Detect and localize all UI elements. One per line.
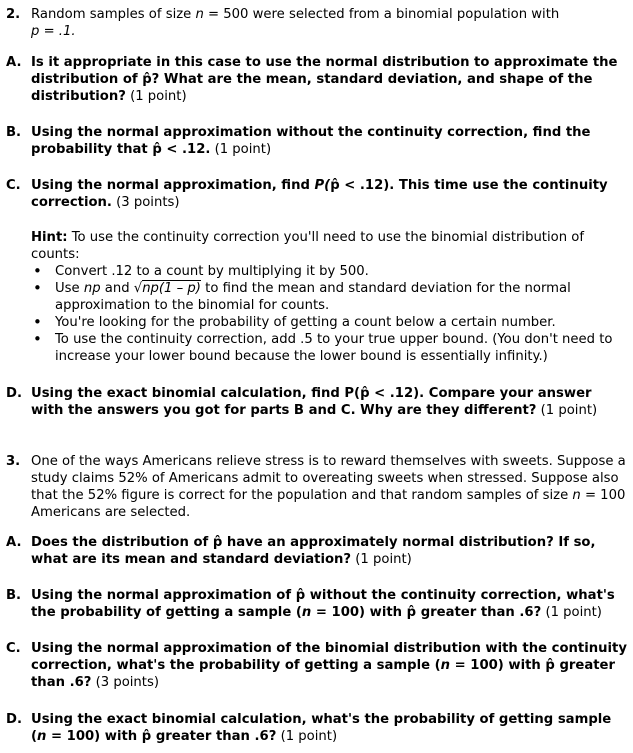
part-label: C. [6,641,21,656]
part-label: D. [6,386,22,401]
part-label: B. [6,588,22,603]
part-label: A. [6,55,22,70]
hint-block [31,229,627,365]
question-number: 2. [6,7,21,22]
part-text: Using the normal approximation of p̂ without the continuity correction, what's the probability of getting a sample (n = 100) with p̂ greater than .6? (1 point) [31,588,615,620]
part-text: Does the distribution of p̂ have an approximately normal distribution? If so, what are its mean and standard deviation? (1 point) [31,535,596,567]
list-item: • Use np and √np(1 – p) to find the mean and standard deviation for the normal approximation to the binomial for counts. [31,280,627,314]
part-text: Using the normal approximation of the binomial distribution with the continuity correction, what's the probability of getting a sample (n = 100) with p̂ greater than .6? (3 points) [31,641,627,690]
part-label: A. [6,535,22,550]
part-text: Using the exact binomial calculation, find P(p̂ < .12). Compare your answer with the answers you got for parts B and C. Why are they different? (1 point) [31,386,598,418]
list-item: • Convert .12 to a count by multiplying it by 500. [31,263,627,280]
part-label: B. [6,125,22,140]
question-3-intro: One of the ways Americans relieve stress is to reward themselves with sweets. Suppose a study claims 52% of Americans admit to overeating sweets when stressed. Suppose also that the 52% figure is correct for the population and that random samples of size n = 100 Americans are selected. [31,454,626,520]
part-label: C. [6,178,21,193]
part-text: Using the normal approximation without the continuity correction, find the probability that p̂ < .12. (1 point) [31,125,591,157]
hint-list [31,263,627,365]
list-item: • To use the continuity correction, add .5 to your true upper bound. (You don't need to increase your lower bound because the lower bound is essentially infinity.) [31,331,627,365]
question-2-intro: Random samples of size n = 500 were selected from a binomial population with p = .1. [31,7,560,39]
part-text: Using the exact binomial calculation, what's the probability of getting sample (n = 100) with p̂ greater than .6? (1 point) [31,712,612,744]
part-text: Using the normal approximation, find P(p̂ < .12). This time use the continuity correction. (3 points) [31,178,608,210]
list-item: • You're looking for the probability of getting a count below a certain number. [31,314,627,331]
hint-intro: Hint: To use the continuity correction you'll need to use the binomial distribution of counts: [31,230,584,262]
part-text: Is it appropriate in this case to use the normal distribution to approximate the distribution of p̂? What are the mean, standard deviation, and shape of the distribution? (1 point) [31,55,618,104]
question-number: 3. [6,454,21,469]
part-label: D. [6,712,22,727]
